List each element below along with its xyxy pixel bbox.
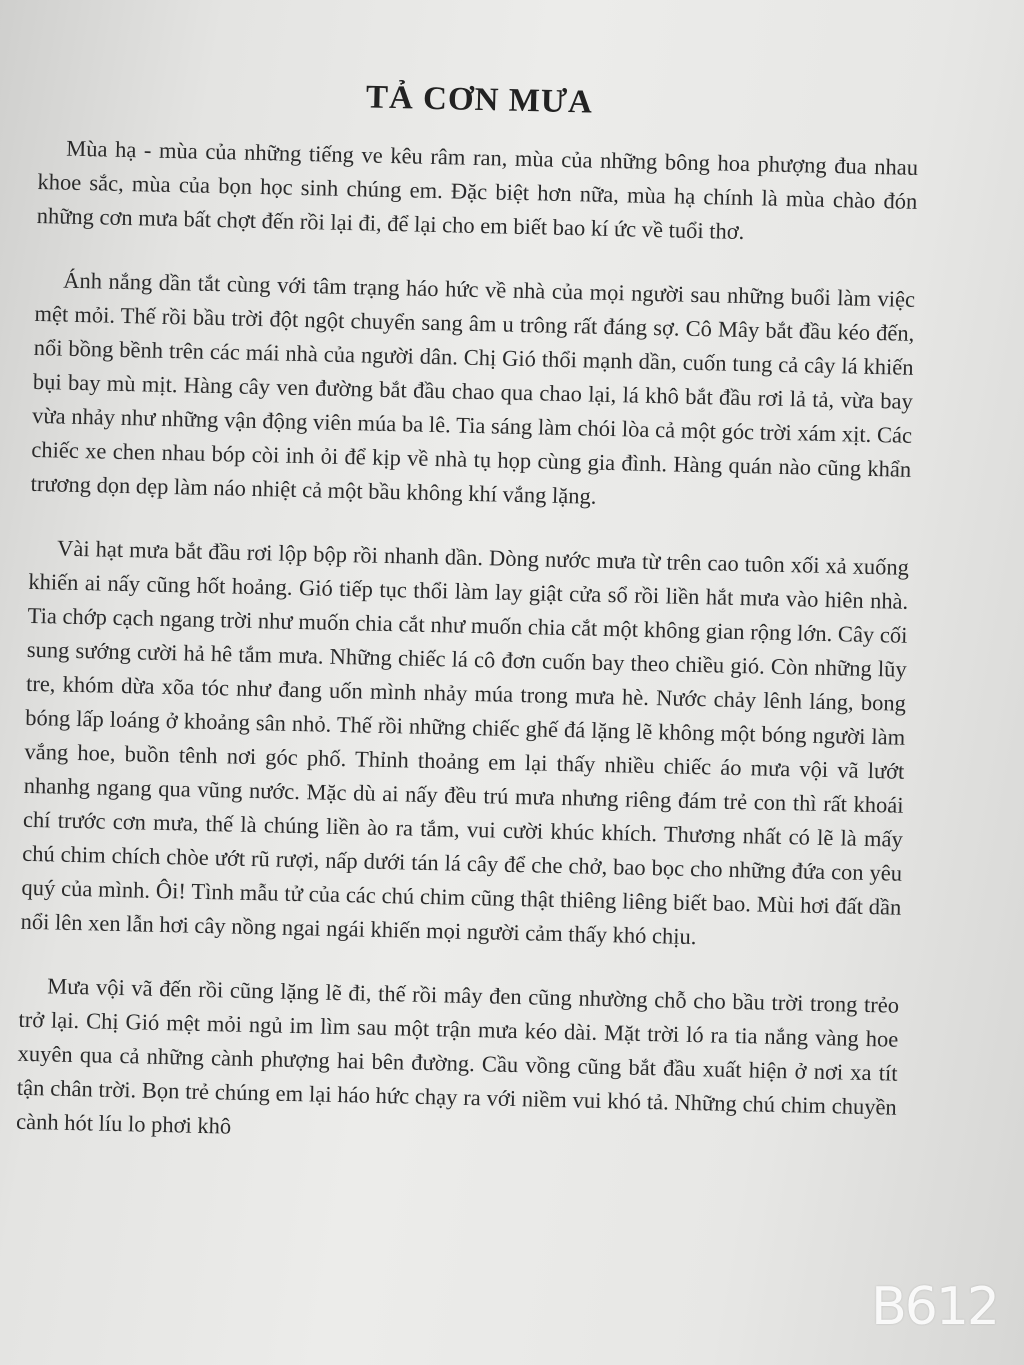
paragraph-4: Mưa vội vã đến rồi cũng lặng lẽ đi, thế rồi mây đen cũng nhường chỗ cho bầu trời trong trẻo trở lại. Chị Gió mệt mỏi ngủ im lìm sau một trận mưa kéo dài. Mặt trời ló ra tia nắng vàng hoe xuyên qua cả những cành phượng hai bên đường. Cầu vồng cũng bắt đầu xuất hiện ở nơi xa tít tận chân trời. Bọn trẻ chúng em lại háo hức chạy ra với niềm vui khó tả. Những chú chim chuyền cành hót líu lo phơi khô xyxy=(15,973,900,1139)
document-title: TẢ CƠN MƯA xyxy=(365,79,594,121)
paragraph-3: Vài hạt mưa bắt đầu rơi lộp bộp rồi nhanh dần. Dòng nước mưa từ trên cao tuôn xối xả xuống khiến ai nấy cũng hốt hoảng. Gió tiếp tục thổi làm lay giật cửa sổ rồi liền hắt mưa vào hiên nhà. Tia chớp cạch ngang trời như muốn chia cắt như muốn chia cắt một không gian rộng lớn. Cây cối sung sướng cười hả hê tắm mưa. Những chiếc lá cô đơn cuốn bay theo chiều gió. Còn những lũy tre, khóm dừa xõa tóc như đang uốn mình nhảy múa trong mưa hè. Nước chảy lênh láng, bong bóng lấp loáng ở khoảng sân nhỏ. Thế rồi những chiếc ghế đá lặng lẽ không một bóng người làm vắng hoe, buồn tênh nơi góc phố. Thỉnh thoảng em lại thấy nhiều chiếc áo mưa vội vã lướt nhanhg ngang qua vũng nước. Mặc dù ai nấy đều trú mưa nhưng riêng đám trẻ con thì rất khoái chí trước cơn mưa, thế là chúng liền ào ra tắm, vui cười khúc khích. Thương nhất có lẽ là mấy chú chim chích chòe ướt rũ rượi, nấp dưới tán lá cây để che chở, bao bọc cho những đứa con yêu quý của mình. Ôi! Tình mẫu tử của các chú chim cũng thật thiêng liêng biết bao. Mùi hơi đất dần nổi lên xen lẫn hơi cây nồng ngai ngái khiến mọi người cảm thấy khó chịu. xyxy=(20,535,910,950)
document-body xyxy=(15,72,920,1189)
camera-watermark: B612 xyxy=(871,1277,998,1337)
paragraph-2: Ánh nắng dần tắt cùng với tâm trạng háo hức về nhà của mọi người sau những buổi làm việc mệt mỏi. Thế rồi bầu trời đột ngột chuyển sang âm u trông rất đáng sợ. Cô Mây bắt đầu kéo đến, nổi bồng bềnh trên các mái nhà của người dân. Chị Gió thổi mạnh dần, cuốn tung cả cây lá khiến bụi bay mù mịt. Hàng cây ven đường bắt đầu chao qua chao lại, lá khô bắt đầu rơi lả tả, vừa bay vừa nhảy như những vận động viên múa ba lê. Tia sáng làm chói lòa cả một góc trời xám xịt. Các chiếc xe chen nhau bóp còi inh ỏi để kịp về nhà tụ họp cùng gia đình. Hàng quán nào cũng khẩn trương dọn dẹp làm náo nhiệt cả một bầu không khí vắng lặng. xyxy=(30,267,916,509)
paragraph-1: Mùa hạ - mùa của những tiếng ve kêu râm ran, mùa của những bông hoa phượng đua nhau khoe sắc, mùa của bọn học sinh chúng em. Đặc biệt hơn nữa, mùa hạ chính là mùa chào đón những cơn mưa bất chợt đến rồi lại đi, để lại cho em biết bao kí ức về tuổi thơ. xyxy=(36,135,919,245)
